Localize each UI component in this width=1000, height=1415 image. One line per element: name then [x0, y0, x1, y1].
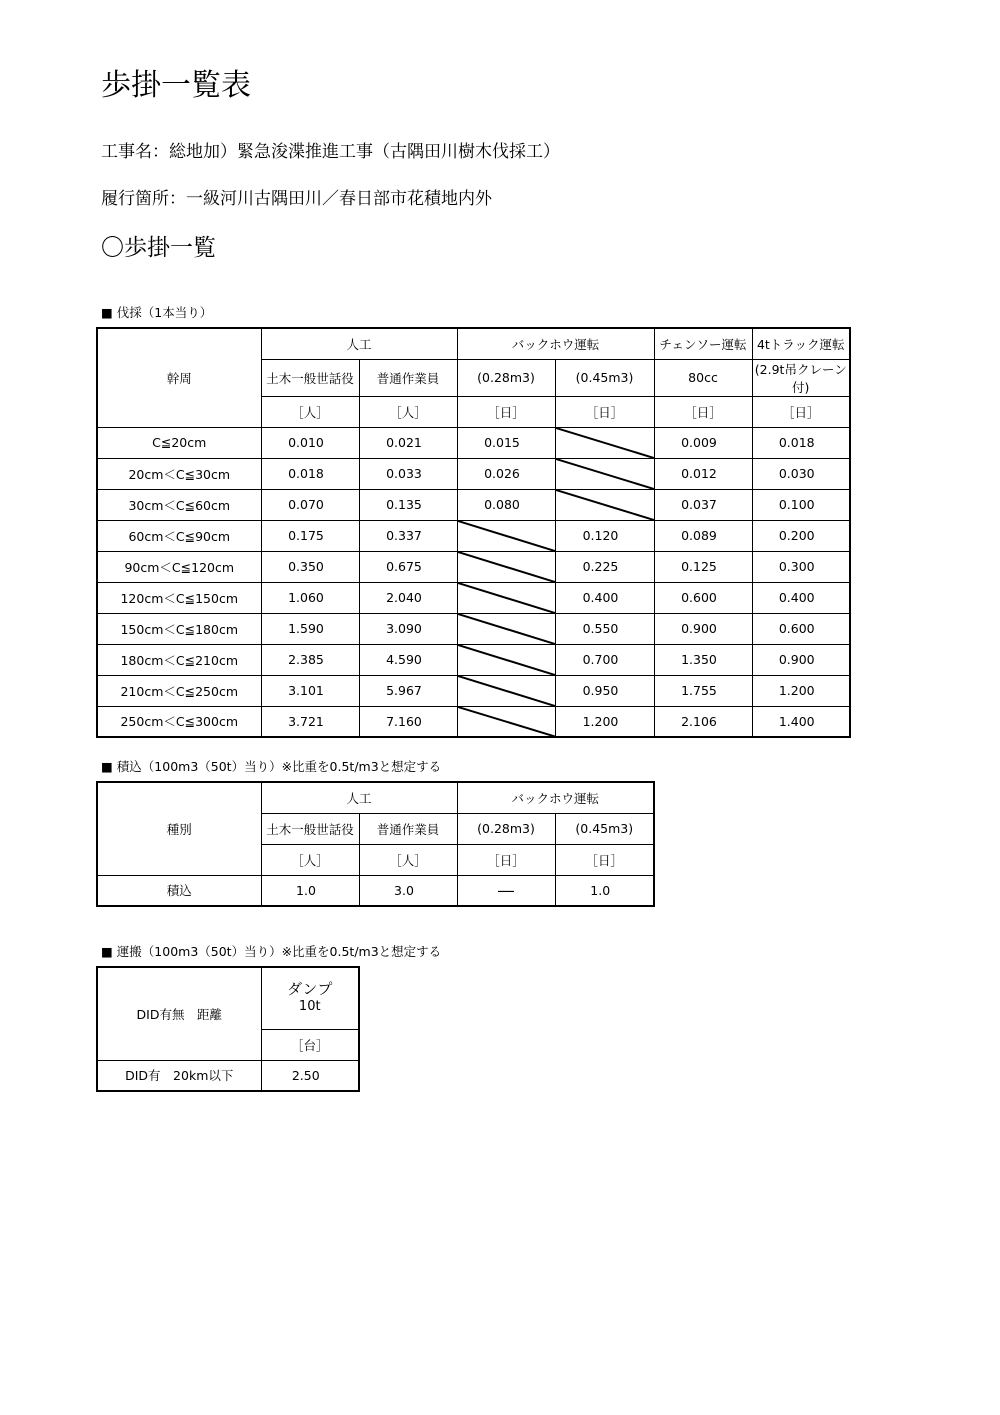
chainsaw-value: 1.755 — [654, 675, 752, 706]
dump-capacity: 10t — [298, 999, 321, 1014]
truck-value: 1.200 — [752, 675, 850, 706]
transport-header-row — [97, 967, 359, 1029]
worker-value: 0.135 — [359, 489, 457, 520]
foreman-value: 2.385 — [261, 644, 359, 675]
girth-cell: 60cm＜C≦90cm — [97, 520, 261, 551]
table-row — [97, 644, 850, 675]
worker-value: 0.021 — [359, 427, 457, 458]
not-applicable-slash — [457, 644, 555, 675]
foreman-header: 土木一般世話役 — [261, 359, 359, 396]
type-header: 種別 — [97, 782, 261, 875]
work-site: 履行箇所：一級河川古隅田川／春日部市花積地内外 — [101, 189, 492, 209]
backhoe-045-value: 0.550 — [555, 613, 654, 644]
girth-cell: 150cm＜C≦180cm — [97, 613, 261, 644]
not-applicable-slash — [457, 582, 555, 613]
backhoe-028-value: 0.080 — [457, 489, 555, 520]
truck-value: 0.400 — [752, 582, 850, 613]
truck-header: 4tトラック運転 — [752, 328, 850, 359]
backhoe-045-value: 0.225 — [555, 551, 654, 582]
foreman-header: 土木一般世話役 — [261, 813, 359, 844]
backhoe-045-header: (0.45m3) — [555, 359, 654, 396]
loading-data-row — [97, 875, 654, 906]
unit-cell: ［人］ — [261, 396, 359, 427]
foreman-value: 1.0 — [261, 875, 359, 906]
type-cell: 積込 — [97, 875, 261, 906]
chainsaw-value: 2.106 — [654, 706, 752, 737]
table-row — [97, 458, 850, 489]
worker-value: 5.967 — [359, 675, 457, 706]
girth-cell: C≦20cm — [97, 427, 261, 458]
worker-value: 3.090 — [359, 613, 457, 644]
foreman-value: 3.721 — [261, 706, 359, 737]
backhoe-045-value: 1.0 — [555, 875, 654, 906]
unit-cell: ［日］ — [457, 396, 555, 427]
foreman-value: 0.070 — [261, 489, 359, 520]
truck-value: 0.100 — [752, 489, 850, 520]
girth-cell: 210cm＜C≦250cm — [97, 675, 261, 706]
did-cell: DID有 20km以下 — [97, 1060, 261, 1091]
unit-cell: ［日］ — [457, 844, 555, 875]
table-row — [97, 706, 850, 737]
girth-cell: 20cm＜C≦30cm — [97, 458, 261, 489]
unit-cell: ［人］ — [359, 396, 457, 427]
worker-value: 7.160 — [359, 706, 457, 737]
page-title: 歩掛一覧表 — [101, 68, 251, 103]
foreman-value: 1.060 — [261, 582, 359, 613]
dump-value: 2.50 — [261, 1060, 359, 1091]
dump-header — [261, 967, 359, 1029]
felling-table — [96, 327, 851, 738]
not-applicable-slash — [457, 613, 555, 644]
worker-header: 普通作業員 — [359, 813, 457, 844]
table-row — [97, 675, 850, 706]
chainsaw-value: 0.600 — [654, 582, 752, 613]
unit-cell: ［日］ — [555, 396, 654, 427]
section-heading: 〇歩掛一覧 — [101, 235, 216, 261]
worker-header: 普通作業員 — [359, 359, 457, 396]
unit-cell: ［人］ — [359, 844, 457, 875]
worker-value: 0.337 — [359, 520, 457, 551]
girth-cell: 120cm＜C≦150cm — [97, 582, 261, 613]
chainsaw-spec-header: 80cc — [654, 359, 752, 396]
backhoe-header: バックホウ運転 — [457, 328, 654, 359]
table-row — [97, 489, 850, 520]
table-row — [97, 582, 850, 613]
not-applicable-slash — [555, 458, 654, 489]
backhoe-028-value: ― — [457, 875, 555, 906]
backhoe-028-header: (0.28m3) — [457, 813, 555, 844]
backhoe-045-header: (0.45m3) — [555, 813, 654, 844]
foreman-value: 0.010 — [261, 427, 359, 458]
not-applicable-slash — [555, 489, 654, 520]
loading-caption: ■ 積込（100m3（50t）当り）※比重を0.5t/m3と想定する — [101, 759, 442, 774]
dump-label: ダンプ — [287, 980, 333, 998]
not-applicable-slash — [555, 427, 654, 458]
worker-value: 2.040 — [359, 582, 457, 613]
felling-body — [97, 427, 850, 737]
worker-value: 4.590 — [359, 644, 457, 675]
table-row — [97, 427, 850, 458]
girth-cell: 180cm＜C≦210cm — [97, 644, 261, 675]
not-applicable-slash — [457, 551, 555, 582]
backhoe-028-value: 0.015 — [457, 427, 555, 458]
worker-value: 3.0 — [359, 875, 457, 906]
table-row — [97, 613, 850, 644]
foreman-value: 1.590 — [261, 613, 359, 644]
unit-cell: ［人］ — [261, 844, 359, 875]
truck-value: 0.018 — [752, 427, 850, 458]
chainsaw-value: 0.125 — [654, 551, 752, 582]
worker-value: 0.033 — [359, 458, 457, 489]
unit-cell: ［台］ — [261, 1029, 359, 1060]
backhoe-045-value: 0.700 — [555, 644, 654, 675]
backhoe-045-value: 1.200 — [555, 706, 654, 737]
chainsaw-value: 0.009 — [654, 427, 752, 458]
worker-value: 0.675 — [359, 551, 457, 582]
not-applicable-slash — [457, 520, 555, 551]
table-row — [97, 520, 850, 551]
backhoe-045-value: 0.950 — [555, 675, 654, 706]
unit-cell: ［日］ — [752, 396, 850, 427]
foreman-value: 0.350 — [261, 551, 359, 582]
girth-header: 幹周 — [97, 328, 261, 427]
chainsaw-value: 0.037 — [654, 489, 752, 520]
foreman-value: 0.175 — [261, 520, 359, 551]
chainsaw-value: 1.350 — [654, 644, 752, 675]
backhoe-045-value: 0.120 — [555, 520, 654, 551]
chainsaw-header: チェンソー運転 — [654, 328, 752, 359]
unit-cell: ［日］ — [555, 844, 654, 875]
unit-cell: ［日］ — [654, 396, 752, 427]
felling-header-row-1 — [97, 328, 850, 359]
did-header: DID有無 距離 — [97, 967, 261, 1060]
girth-cell: 90cm＜C≦120cm — [97, 551, 261, 582]
table-row — [97, 551, 850, 582]
transport-caption: ■ 運搬（100m3（50t）当り）※比重を0.5t/m3と想定する — [101, 944, 442, 959]
truck-value: 0.200 — [752, 520, 850, 551]
loading-header-row-1 — [97, 782, 654, 813]
loading-table — [96, 781, 655, 907]
project-name: 工事名：総地加）緊急浚渫推進工事（古隅田川樹木伐採工） — [101, 142, 560, 162]
truck-value: 0.300 — [752, 551, 850, 582]
truck-value: 0.900 — [752, 644, 850, 675]
not-applicable-slash — [457, 706, 555, 737]
transport-data-row — [97, 1060, 359, 1091]
not-applicable-slash — [457, 675, 555, 706]
felling-caption: ■ 伐採（1本当り） — [101, 305, 213, 320]
foreman-value: 3.101 — [261, 675, 359, 706]
chainsaw-value: 0.089 — [654, 520, 752, 551]
truck-value: 0.030 — [752, 458, 850, 489]
backhoe-028-value: 0.026 — [457, 458, 555, 489]
truck-spec-header: (2.9t吊クレーン付) — [752, 359, 850, 396]
chainsaw-value: 0.012 — [654, 458, 752, 489]
backhoe-045-value: 0.400 — [555, 582, 654, 613]
manual-header: 人工 — [261, 782, 457, 813]
backhoe-028-header: (0.28m3) — [457, 359, 555, 396]
foreman-value: 0.018 — [261, 458, 359, 489]
transport-table — [96, 966, 360, 1092]
manual-header: 人工 — [261, 328, 457, 359]
truck-value: 1.400 — [752, 706, 850, 737]
girth-cell: 30cm＜C≦60cm — [97, 489, 261, 520]
backhoe-header: バックホウ運転 — [457, 782, 654, 813]
chainsaw-value: 0.900 — [654, 613, 752, 644]
girth-cell: 250cm＜C≦300cm — [97, 706, 261, 737]
truck-value: 0.600 — [752, 613, 850, 644]
